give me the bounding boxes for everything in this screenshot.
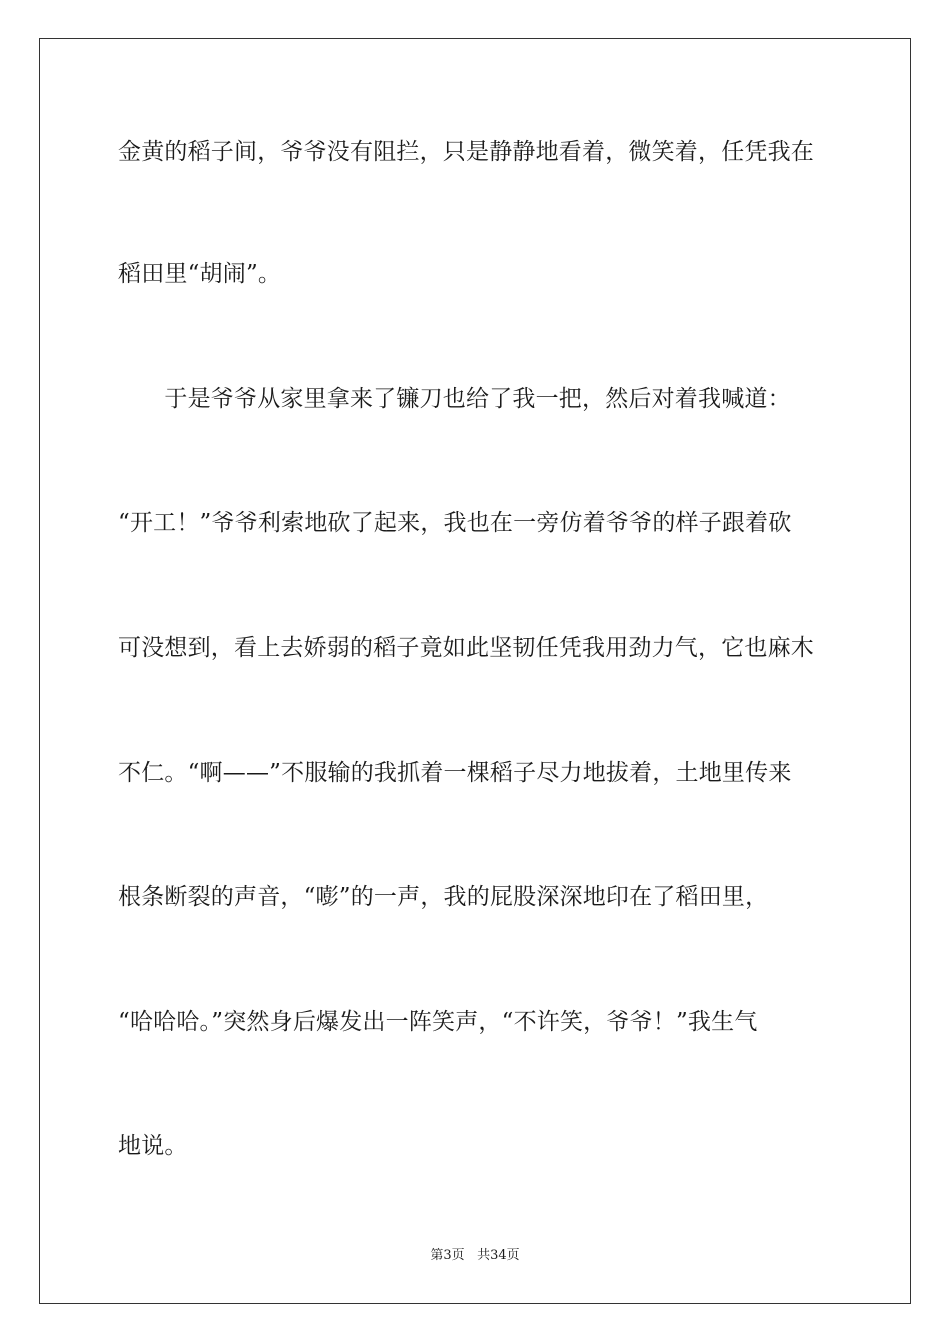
text-line: “哈哈哈。”突然身后爆发出一阵笑声，“不许笑，爷爷！”我生气 [118, 1009, 758, 1035]
page-total: 共34页 [477, 1248, 520, 1263]
text-line: 可没想到，看上去娇弱的稻子竟如此坚韧任凭我用劲力气，它也麻木 [118, 635, 814, 661]
text-line: 根条断裂的声音，“嘭”的一声，我的屁股深深地印在了稻田里， [118, 884, 769, 910]
page-number: 第3页 [430, 1248, 465, 1263]
page-border [39, 38, 911, 1304]
text-line: 不仁。“啊——”不服输的我抓着一棵稻子尽力地拔着，土地里传来 [118, 760, 792, 786]
text-line: “开工！”爷爷利索地砍了起来，我也在一旁仿着爷爷的样子跟着砍 [118, 510, 792, 536]
text-line: 稻田里“胡闹”。 [118, 261, 282, 287]
text-line: 地说。 [118, 1133, 188, 1159]
text-line: 于是爷爷从家里拿来了镰刀也给了我一把，然后对着我喊道： [118, 386, 791, 412]
page-footer [0, 1247, 950, 1265]
text-line: 金黄的稻子间，爷爷没有阻拦，只是静静地看着，微笑着，任凭我在 [118, 139, 814, 165]
